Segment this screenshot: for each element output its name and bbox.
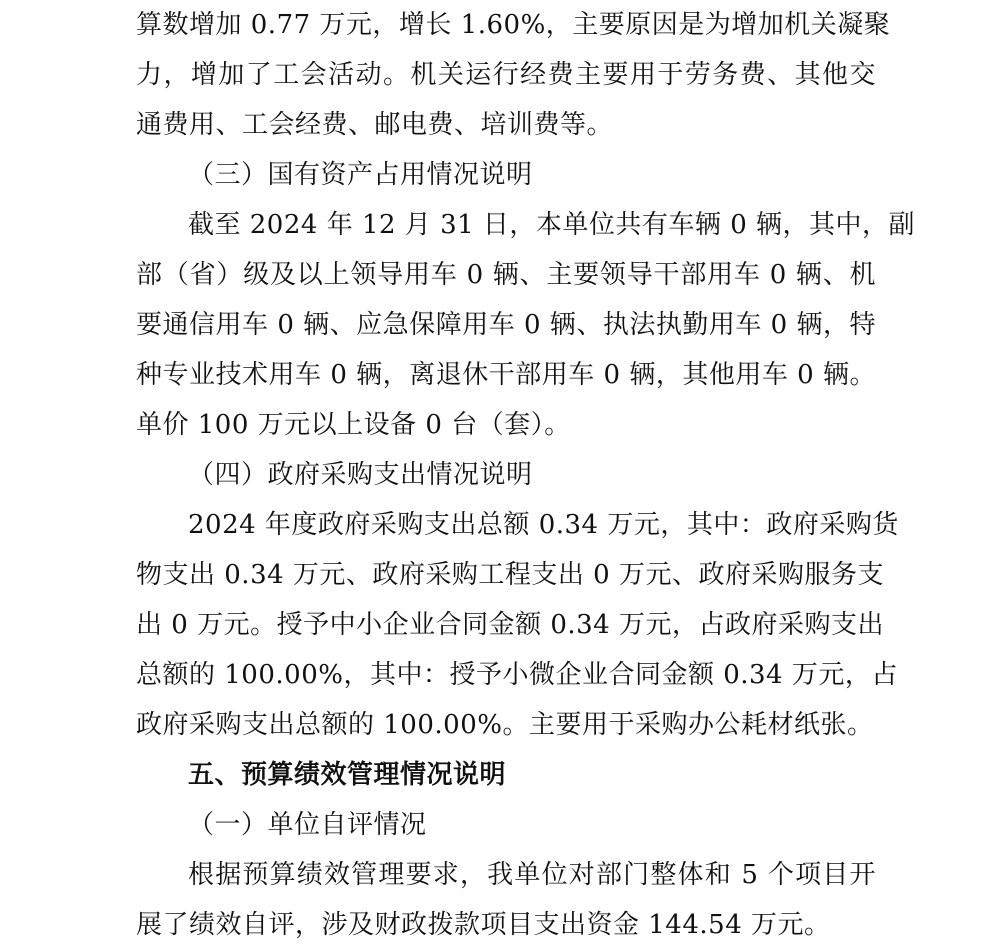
paragraph-line: 种专业技术用车 0 辆，离退休干部用车 0 辆，其他用车 0 辆。 — [136, 360, 876, 390]
paragraph-line: 出 0 万元。授予中小企业合同金额 0.34 万元，占政府采购支出 — [136, 610, 884, 640]
paragraph-line: 展了绩效自评，涉及财政拨款项目支出资金 144.54 万元。 — [136, 910, 831, 940]
paragraph-line: 2024 年度政府采购支出总额 0.34 万元，其中：政府采购货 — [188, 510, 899, 540]
paragraph-line: 要通信用车 0 辆、应急保障用车 0 辆、执法执勤用车 0 辆，特 — [136, 310, 876, 340]
paragraph-line: 政府采购支出总额的 100.00%。主要用于采购办公耗材纸张。 — [136, 710, 874, 740]
paragraph-line: 算数增加 0.77 万元，增长 1.60%，主要原因是为增加机关凝聚 — [136, 10, 891, 40]
paragraph-line: 物支出 0.34 万元、政府采购工程支出 0 万元、政府采购服务支 — [136, 560, 884, 590]
paragraph-line: 部（省）级及以上领导用车 0 辆、主要领导干部用车 0 辆、机 — [136, 260, 876, 290]
paragraph-line: 总额的 100.00%，其中：授予小微企业合同金额 0.34 万元，占 — [136, 660, 898, 690]
subsection-heading-self-evaluation: （一）单位自评情况 — [188, 810, 427, 840]
paragraph-line: 单价 100 万元以上设备 0 台（套）。 — [136, 410, 571, 440]
section-heading-assets: （三）国有资产占用情况说明 — [188, 160, 533, 190]
section-heading-procurement: （四）政府采购支出情况说明 — [188, 460, 533, 490]
paragraph-line: 根据预算绩效管理要求，我单位对部门整体和 5 个项目开 — [188, 860, 876, 890]
section-heading-performance: 五、预算绩效管理情况说明 — [188, 760, 507, 790]
paragraph-line: 截至 2024 年 12 月 31 日，本单位共有车辆 0 辆，其中，副 — [188, 210, 915, 240]
paragraph-line: 通费用、工会经费、邮电费、培训费等。 — [136, 110, 614, 140]
paragraph-line: 力，增加了工会活动。机关运行经费主要用于劳务费、其他交 — [136, 60, 876, 90]
